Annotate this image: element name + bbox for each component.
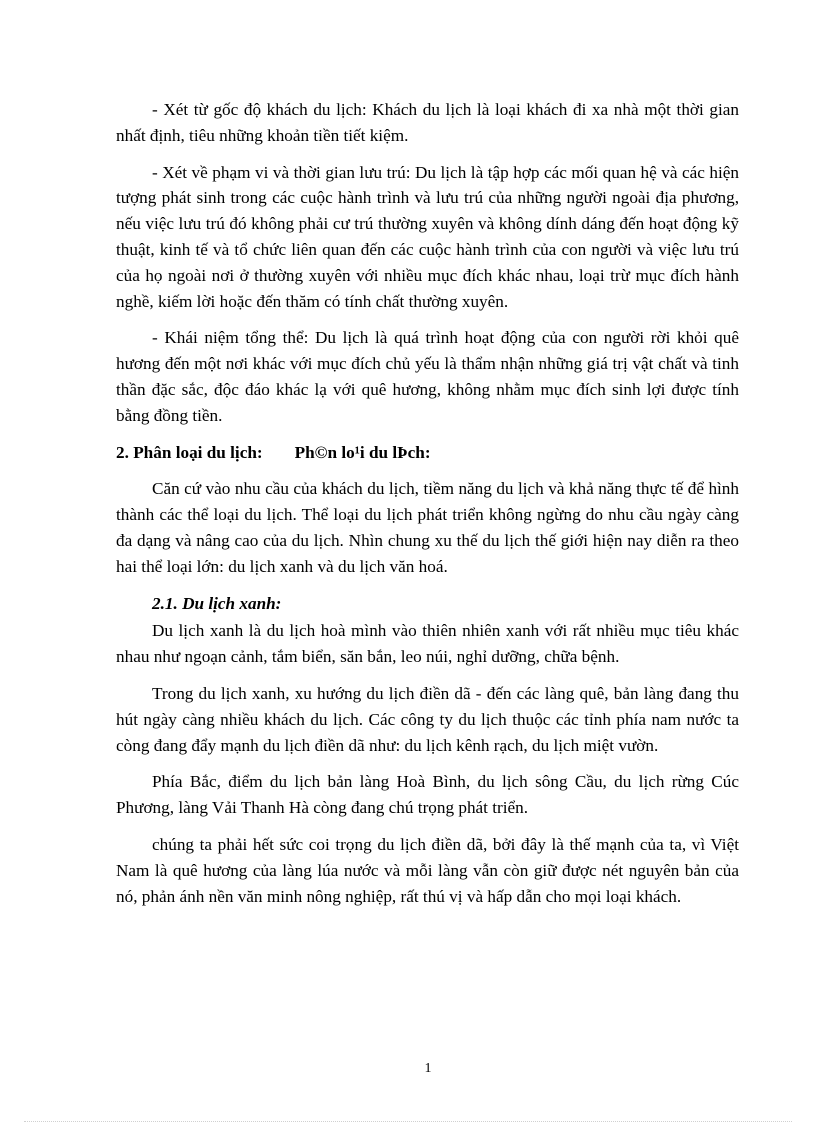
paragraph-overall-concept: - Khái niệm tổng thể: Du lịch là quá trình hoạt động của con người rời khỏi quê hương đến một nơi khác với mục đích chủ yếu là thẩm nhận những giá trị vật chất và tinh thần đặc sắc, độc đáo khác lạ với quê hương, không nhằm mục đích sinh lợi được tính bằng đồng tiền. <box>116 328 739 425</box>
paragraph-importance: chúng ta phải hết sức coi trọng du lịch điền dã, bởi đây là thế mạnh của ta, vì Việt Nam là quê hương của làng lúa nước và mỗi làng vẫn còn giữ được nét nguyên bản của nó, phản ánh nền văn minh nông nghiệp, rất thú vị và hấp dẫn cho mọi loại khách. <box>116 834 739 906</box>
paragraph-rural-trend: Trong du lịch xanh, xu hướng du lịch điền dã - đến các làng quê, bản làng đang thu hút ngày càng nhiều khách du lịch. Các công ty du lịch thuộc các tỉnh phía nam nước ta còng đang đẩy mạnh du lịch điền dã như: du lịch kênh rạch, du lịch miệt vườn. <box>116 683 739 755</box>
document-page <box>116 97 739 920</box>
page-bottom-divider <box>24 1121 792 1122</box>
paragraph-classification: Căn cứ vào nhu cầu của khách du lịch, tiềm năng du lịch và khả năng thực tế để hình thành các thể loại du lịch. Thể loại du lịch phát triển không ngừng do nhu cầu ngày càng đa dạng và nâng cao của du lịch. Nhìn chung xu thế du lịch thế giới hiện nay diễn ra theo hai thể loại lớn: du lịch xanh và du lịch văn hoá. <box>116 479 739 576</box>
page-number: 1 <box>424 1061 432 1076</box>
paragraph-tourist-perspective: - Xét từ gốc độ khách du lịch: Khách du lịch là loại khách đi xa nhà một thời gian nhất định, tiêu những khoản tiền tiết kiệm. <box>116 100 739 145</box>
subsection-heading: 2.1. Du lịch xanh: <box>152 593 282 613</box>
paragraph-green-tourism-definition: Du lịch xanh là du lịch hoà mình vào thiên nhiên xanh với rất nhiều mục tiêu khác nhau như ngoạn cảnh, tắm biển, săn bắn, leo núi, nghỉ dưỡng, chữa bệnh. <box>116 621 739 667</box>
paragraph-scope-and-stay: - Xét về phạm vi và thời gian lưu trú: Du lịch là tập hợp các mối quan hệ và các hiện tượng phát sinh trong các cuộc hành trình và lưu trú của những người ngoài địa phương, nếu việc lưu trú đó không phải cư trú thường xuyên và không dính dáng đến hoạt động kỹ thuật, kinh tế và tổ chức liên quan đến các cuộc hành trình của con người và việc lưu trú của họ ngoài nơi ở thường xuyên với nhiều mục đích khác nhau, loại trừ mục đích hành nghề, kiếm lời hoặc đến thăm có tính chất thường xuyên. <box>116 162 739 311</box>
paragraph-north-destinations: Phía Bắc, điểm du lịch bản làng Hoà Bình, du lịch sông Cầu, du lịch rừng Cúc Phương, làng Vải Thanh Hà còng đang chú trọng phát triển. <box>116 772 739 818</box>
section-heading-title: 2. Phân loại du lịch: <box>116 442 263 462</box>
section-heading <box>116 440 739 466</box>
section-heading-garbled: Ph©n lo¹i du lÞch: <box>294 442 431 462</box>
